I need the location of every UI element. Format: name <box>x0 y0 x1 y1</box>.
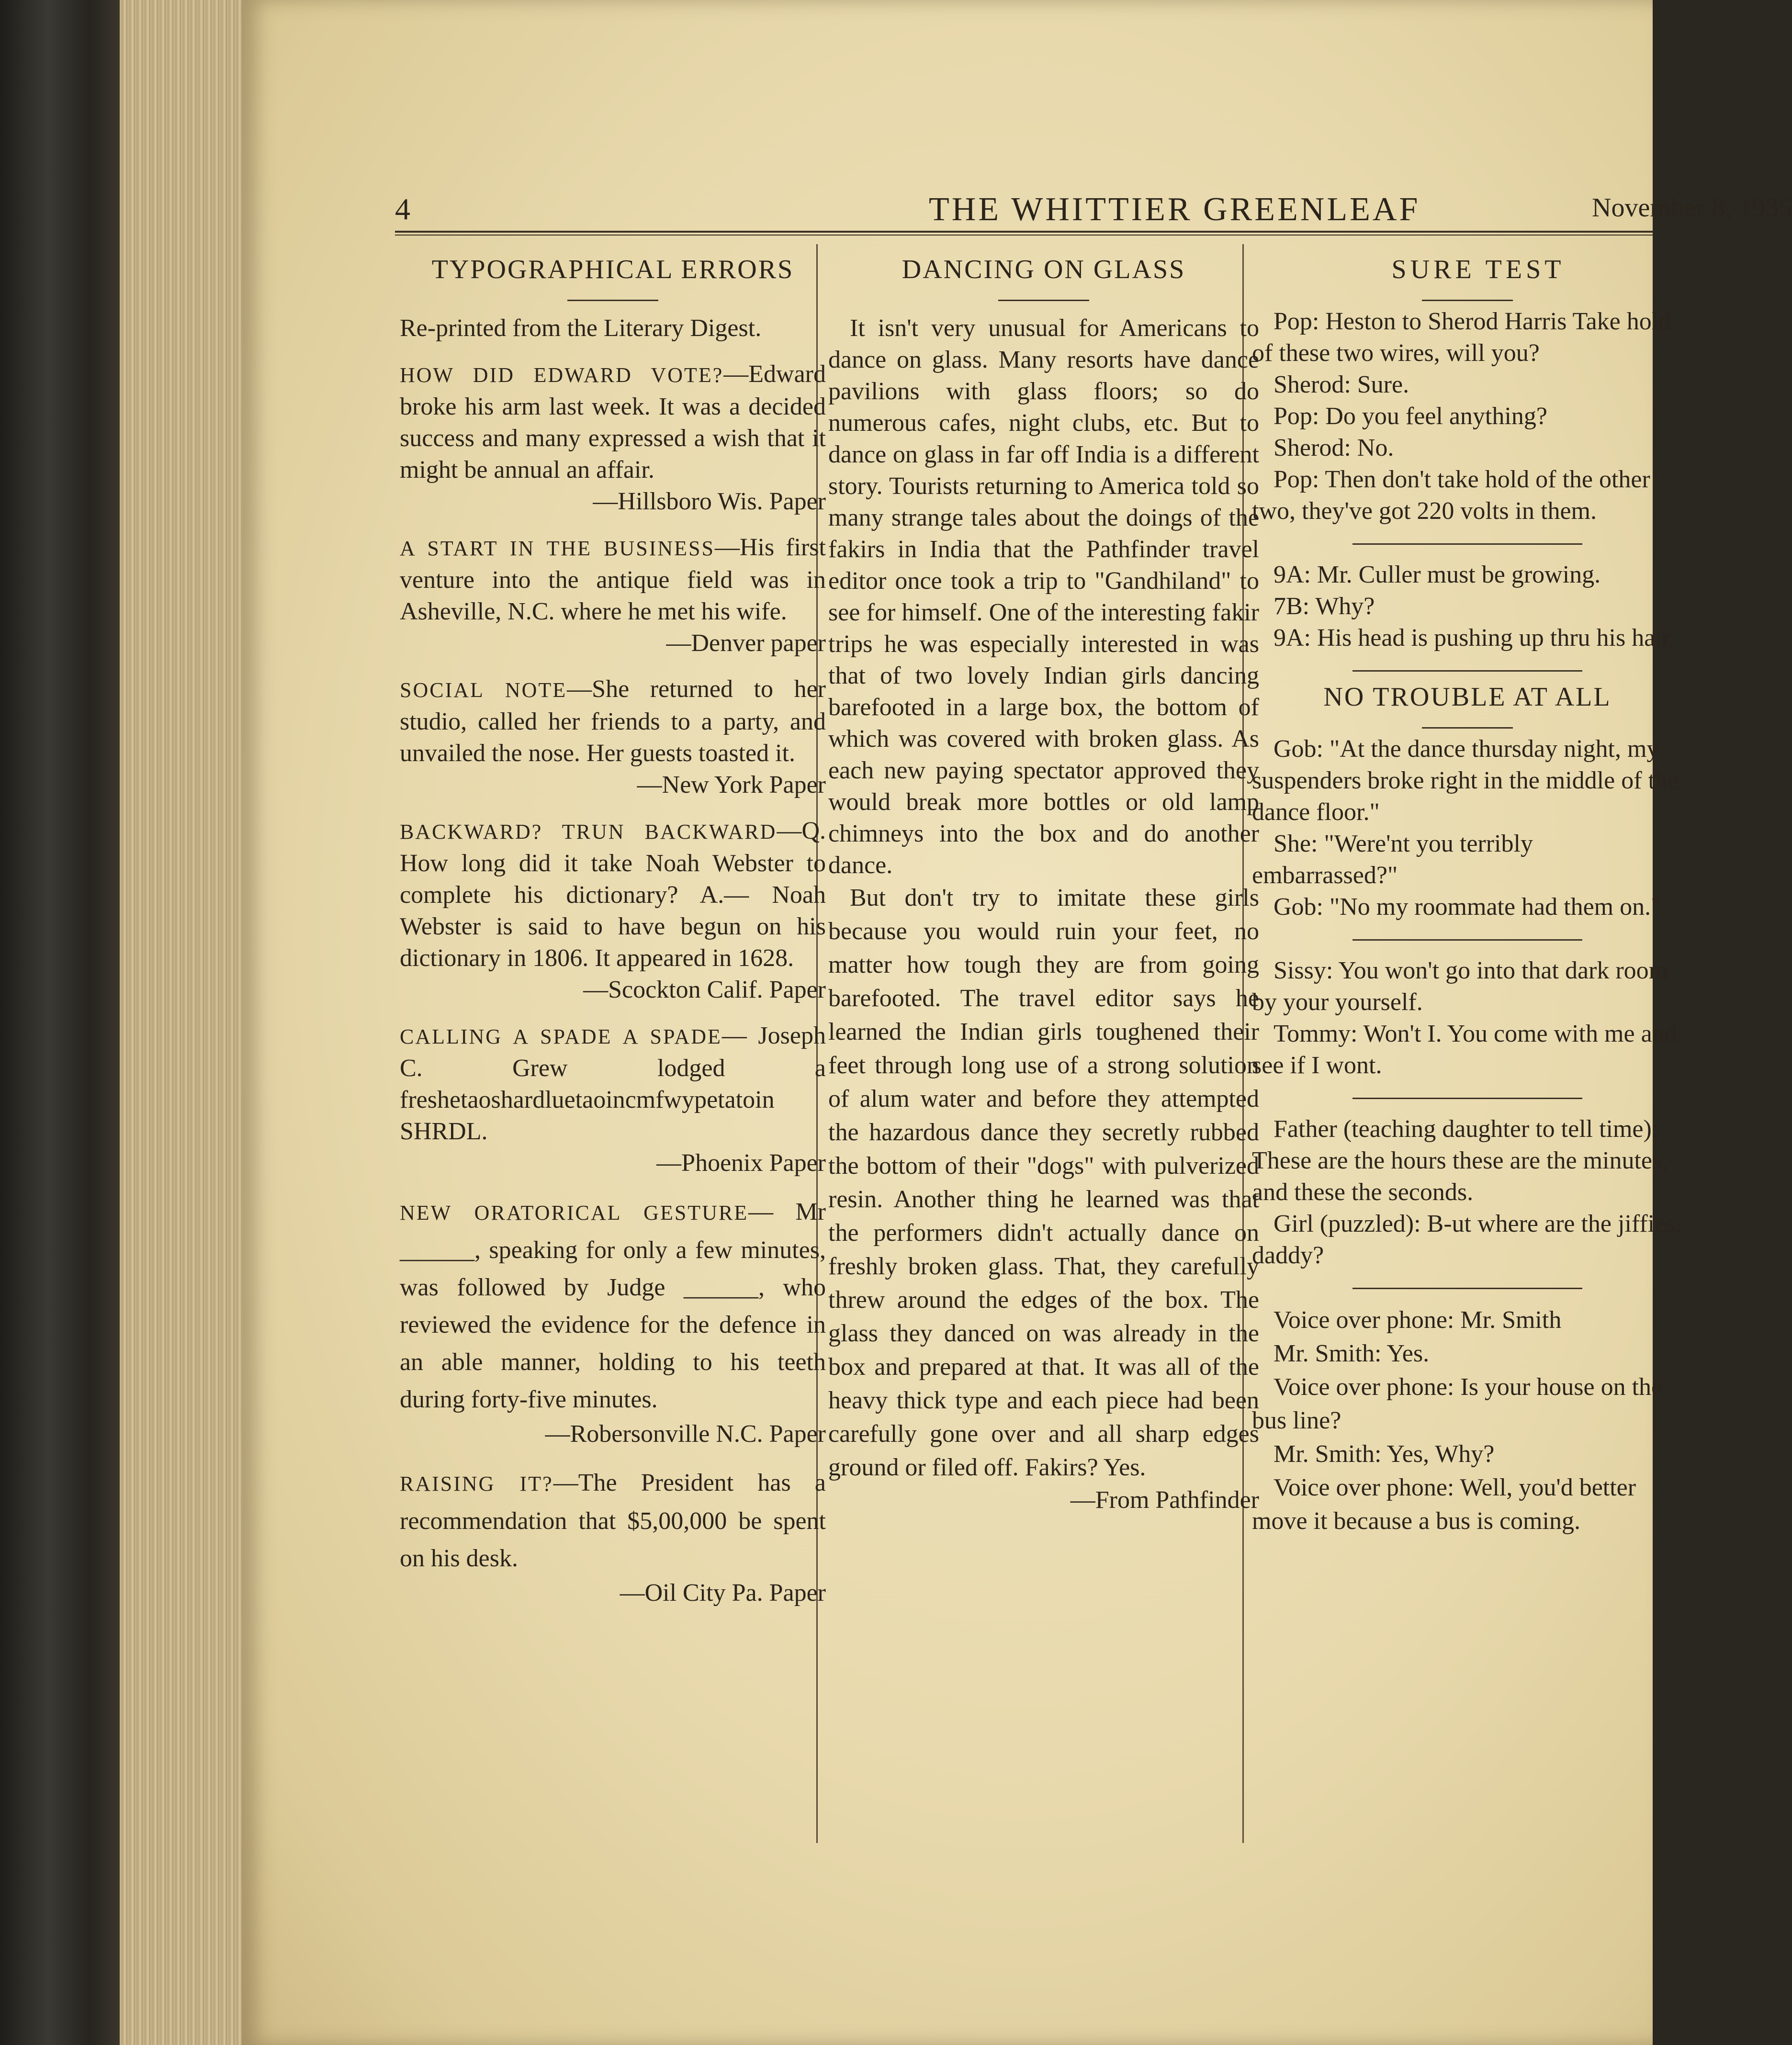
page-edges <box>120 0 244 2045</box>
separator-rule <box>1352 670 1582 672</box>
separator-rule <box>1352 1098 1582 1099</box>
item-text: — Mr ______, speaking for only a few minutes, was followed by Judge ______, who reviewed the evidence for the defence in an able manner, holding to his teeth during forty-five minutes. <box>400 1198 826 1413</box>
article-credit: —From Pathfinder <box>1070 1486 1259 1514</box>
joke-line: Voice over phone: Mr. Smith <box>1274 1306 1562 1334</box>
item-credit: —Scockton Calif. Paper <box>583 976 826 1003</box>
joke-line: Father (teaching daughter to tell time): These are the hours these are the minutes, and these the seconds. <box>1252 1115 1668 1206</box>
joke-line: 9A: His head is pushing up thru his hair. <box>1274 624 1676 652</box>
page-number: 4 <box>395 192 410 226</box>
item-credit: —Hillsboro Wis. Paper <box>593 488 826 515</box>
joke-line: Mr. Smith: Yes. <box>1274 1340 1430 1367</box>
joke-line: Voice over phone: Well, you'd better move it because a bus is coming. <box>1252 1474 1636 1535</box>
column-sure-test <box>1252 249 1683 1538</box>
masthead-title: THE WHITTIER GREENLEAF <box>929 191 1420 228</box>
item-text: —His first venture into the antique field was in Asheville, N.C. where he met his wife. <box>400 534 826 625</box>
item-credit: —Robersonville N.C. Paper <box>545 1420 826 1448</box>
joke-line: Mr. Smith: Yes, Why? <box>1274 1440 1495 1468</box>
item-label: SOCIAL NOTE <box>400 678 567 702</box>
heading-rule <box>1422 300 1513 301</box>
item-credit: —New York Paper <box>637 771 826 798</box>
article-heading: NO TROUBLE AT ALL <box>1323 682 1612 712</box>
item-label: NEW ORATORICAL GESTURE <box>400 1201 749 1225</box>
item-label: BACKWARD? TRUN BACKWARD <box>400 820 777 843</box>
joke-line: 9A: Mr. Culler must be growing. <box>1274 561 1601 588</box>
item-text: —The President has a recommendation that $5,00,000 be spent on his desk. <box>400 1469 826 1572</box>
item-text: — Joseph C. Grew lodged a freshetaoshardluetaoincmfwypetatoin SHRDL. <box>400 1022 826 1145</box>
joke-block <box>1252 733 1683 923</box>
separator-rule <box>1352 543 1582 545</box>
joke-line: Sherod: No. <box>1274 434 1394 461</box>
heading-rule <box>1422 727 1513 729</box>
error-item <box>400 1020 826 1179</box>
item-text: —Edward broke his arm last week. It was a decided success and many expressed a wish that it might be annual an affair. <box>400 360 826 483</box>
book-binding <box>0 0 120 2045</box>
error-item <box>400 1464 826 1609</box>
joke-block <box>1252 955 1683 1081</box>
joke-line: Pop: Heston to Sherod Harris Take hold of these two wires, will you? <box>1252 308 1671 367</box>
joke-block <box>1252 1113 1683 1271</box>
joke-line: Gob: "No my roommate had them on." <box>1274 893 1661 921</box>
column-dancing-on-glass <box>828 249 1259 1516</box>
error-item <box>400 532 826 659</box>
article-paragraph: But don't try to imitate these girls because you would ruin your feet, no matter how tough they are from going barefooted. The travel editor says he learned the Indian girls toughened their feet through long use of a strong solution of alum water and before they attempted the hazardous dance they secretly rubbed the bottom of their "dogs" with pulverized resin. Another thing he learned was that the performers didn't actually dance on freshly broken glass. That, they carefully threw around the edges of the box. The glass they danced on was already in the box and prepared at that. It was all of the heavy thick type and each piece had been carefully gone over and all sharp edges ground or filed off. Fakirs? Yes. <box>828 884 1259 1481</box>
intro-text: Re-printed from the Literary Digest. <box>400 315 762 342</box>
article-heading: DANCING ON GLASS <box>902 255 1186 284</box>
item-text: —She returned to her studio, called her friends to a party, and unvailed the nose. Her guests toasted it. <box>400 675 826 767</box>
joke-line: Voice over phone: Is your house on the bus line? <box>1252 1373 1663 1434</box>
item-label: HOW DID EDWARD VOTE? <box>400 363 724 387</box>
joke-line: She: "Were'nt you terribly embarrassed?" <box>1252 830 1533 889</box>
article-heading: TYPOGRAPHICAL ERRORS <box>431 255 794 284</box>
item-credit: —Denver paper <box>666 629 826 657</box>
article-heading: SURE TEST <box>1391 255 1565 284</box>
separator-rule <box>1352 939 1582 941</box>
error-item <box>400 359 826 517</box>
joke-line: 7B: Why? <box>1274 593 1375 620</box>
joke-line: Tommy: Won't I. You come with me and see if I wont. <box>1252 1020 1677 1079</box>
joke-block <box>1252 559 1683 654</box>
item-label: CALLING A SPADE A SPADE <box>400 1025 722 1048</box>
header-rule <box>395 231 1653 236</box>
item-text: —Q. How long did it take Noah Webster to complete his dictionary? A.— Noah Webster is said to have begun on his dictionary in 1806. It appeared in 1628. <box>400 817 826 972</box>
error-item <box>400 1193 826 1450</box>
joke-block <box>1252 306 1683 527</box>
item-credit: —Oil City Pa. Paper <box>620 1579 826 1607</box>
joke-block <box>1252 1303 1683 1538</box>
joke-line: Sissy: You won't go into that dark room by your yourself. <box>1252 957 1668 1016</box>
item-label: RAISING IT? <box>400 1472 553 1495</box>
separator-rule <box>1352 1288 1582 1289</box>
joke-line: Pop: Then don't take hold of the other two, they've got 220 volts in them. <box>1252 466 1650 525</box>
heading-rule <box>998 300 1089 301</box>
joke-line: Girl (puzzled): B-ut where are the jiffies, daddy? <box>1252 1210 1682 1269</box>
column-typographical-errors <box>400 249 826 1609</box>
joke-line: Gob: "At the dance thursday night, my suspenders broke right in the middle of the dance floor." <box>1252 735 1679 826</box>
joke-line: Pop: Do you feel anything? <box>1274 403 1547 430</box>
article-paragraph: It isn't very unusual for Americans to dance on glass. Many resorts have dance pavilions with glass floors; so do numerous cafes, night clubs, etc. But to dance on glass in far off India is a different story. Tourists returning to America told so many strange tales about the doings of the fakirs in India that the Pathfinder travel editor once took a trip to "Gandhiland" to see for himself. One of the interesting fakir trips he was especially interested in was that of two lovely Indian girls dancing barefooted in a large box, the bottom of which was covered with broken glass. As each new paying spectator approved they would break more bottles or old lamp chimneys into the box and do another dance. <box>828 315 1259 879</box>
joke-line: Sherod: Sure. <box>1274 371 1409 398</box>
error-item <box>400 815 826 1006</box>
heading-rule <box>567 300 658 301</box>
error-item <box>400 674 826 801</box>
item-label: A START IN THE BUSINESS <box>400 537 715 560</box>
issue-date: November 8, 1935 <box>1592 193 1792 223</box>
item-credit: —Phoenix Paper <box>656 1149 826 1177</box>
newspaper-page <box>242 0 1792 2045</box>
